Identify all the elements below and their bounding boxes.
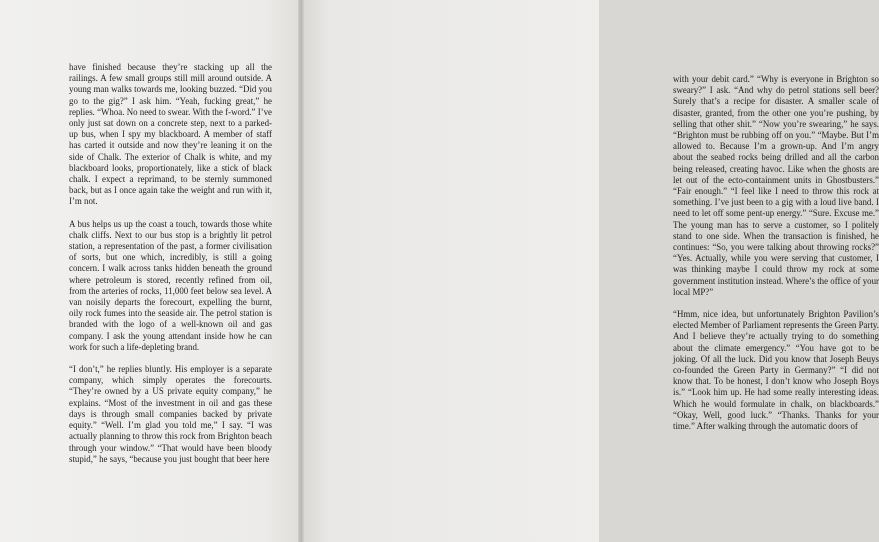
left-page [0, 0, 300, 542]
paragraph: have finished because they’re stacking up all the railings. A few small groups still mill around outside. A young man walks towards me, looking buzzed. “Did you go to the gig?” I ask him. “Yeah, fucking great,” he replies. “Whoa. No need to swear. With the f-word.” I’ve only just sat down on a concrete step, next to a parked-up bus, when I spy my blackboard. A member of staff has carted it outside and now they’re leaning it on the side of Chalk. The exterior of Chalk is white, and my blackboard looks, proportionately, like a stick of black chalk. I expect a reprimand, to be sternly summoned back, but as I once again take the weight and run with it, I’m not. [69, 62, 272, 207]
right-page [300, 0, 879, 542]
right-page-text [673, 74, 879, 432]
paragraph: A bus helps us up the coast a touch, towards those white chalk cliffs. Next to our bus stop is a brightly lit petrol station, a representation of the past, a former civilisation of sorts, but one which, incredibly, is still a going concern. I walk across tanks hidden beneath the ground where petroleum is stored, recently refined from oil, from the arteries of rocks, 11,000 feet below sea level. A van noisily departs the forecourt, expelling the burnt, oily rock fumes into the seaside air. The petrol station is branded with the logo of a well-known oil and gas company. I ask the young attendant inside how he can work for such a life-depleting brand. [69, 218, 272, 352]
book-gutter [298, 0, 304, 542]
left-page-text [69, 62, 272, 465]
paragraph: with your debit card.” “Why is everyone in Brighton so sweary?” I ask. “And why do petrol stations sell beer? Surely that’s a recipe for disaster. A smaller scale of disaster, granted, from the other one you’re pushing, by selling that other shit.” “Now you’re swearing,” he says. “Brighton must be rubbing off on you.” “Maybe. But I’m allowed to. Because I’m a grown-up. And I’m angry about the seabed rocks being drilled and all the carbon being released, creating havoc. Like when the ghosts are let out of the ecto-containment units in Ghostbusters.” “Fair enough.” “I feel like I need to throw this rock at something. I’ve just been to a gig with a loud live band. I need to let off some pent-up energy.” “Sure. Excuse me.” The young man has to serve a customer, so I politely stand to one side. When the transaction is finished, he continues: “So, you were talking about throwing rocks?” “Yes. Actually, while you were serving that customer, I was thinking maybe I could throw my rock at some government institution instead. Where’s the office of your local MP?” [673, 74, 879, 297]
paragraph: “Hmm, nice idea, but unfortunately Brighton Pavilion’s elected Member of Parliament represents the Green Party. And I believe they’re actually trying to do something about the climate emergency.” “You have got to be joking. Of all the luck. Did you know that Joseph Beuys co-founded the Green Party in Germany?” “I did not know that. To be honest, I don’t know who Joseph Boys is.” “Look him up. He had some really interesting ideas. Which he would formulate in chalk, on blackboards.” “Okay, Well, good luck.” “Thanks. Thanks for your time.” After walking through the automatic doors of [673, 309, 879, 432]
paragraph: “I don’t,” he replies bluntly. His employer is a separate company, which simply operates the forecourts. “They’re owned by a US private equity company,” he explains. “Most of the investment in oil and gas these days is through small companies backed by private equity.” “Well. I’m glad you told me,” I say. “I was actually planning to throw this rock from Brighton beach through your window.” “That would have been bloody stupid,” he says, “because you just bought that beer here [69, 364, 272, 464]
